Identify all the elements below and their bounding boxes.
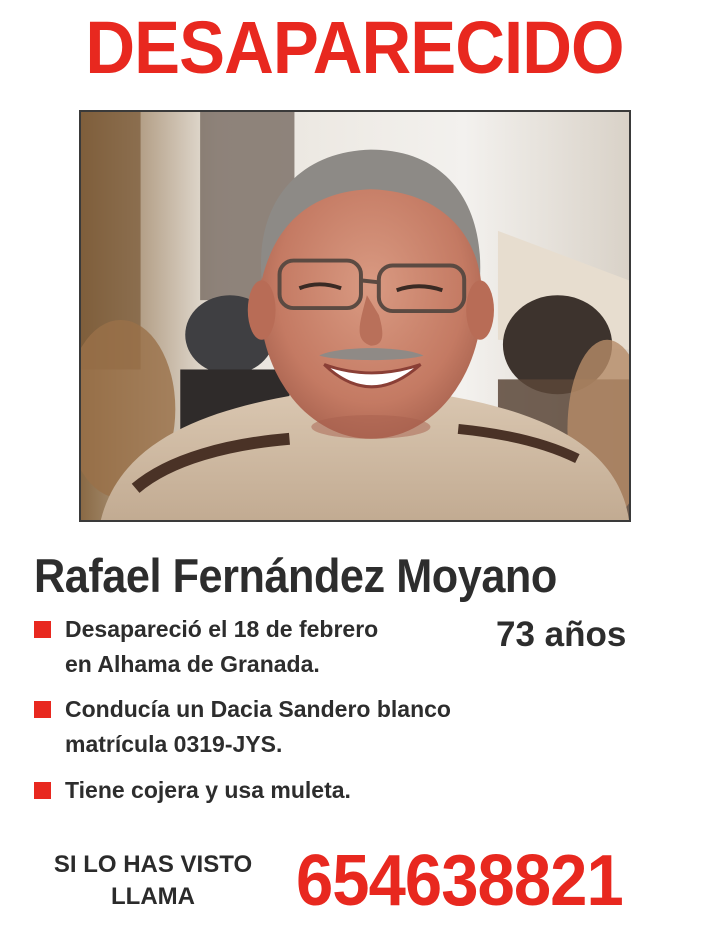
person-name: Rafael Fernández Moyano bbox=[34, 549, 557, 602]
fact-line: Tiene cojera y usa muleta. bbox=[65, 777, 351, 803]
square-bullet-icon bbox=[34, 782, 51, 799]
square-bullet-icon bbox=[34, 701, 51, 718]
cta-line-1: SI LO HAS VISTO bbox=[53, 851, 253, 878]
square-bullet-icon bbox=[34, 621, 51, 638]
fact-item-disappearance bbox=[34, 612, 378, 682]
fact-item-vehicle bbox=[34, 692, 451, 762]
phone-number[interactable]: 654638821 bbox=[296, 841, 623, 921]
headline: DESAPARECIDO bbox=[85, 6, 624, 89]
fact-line: matrícula 0319-JYS. bbox=[65, 731, 283, 757]
person-age: 73 años bbox=[496, 615, 627, 654]
fact-item-condition bbox=[34, 773, 351, 808]
fact-line: Desapareció el 18 de febrero bbox=[65, 616, 379, 642]
fact-line: Conducía un Dacia Sandero blanco bbox=[65, 696, 451, 722]
person-photo bbox=[79, 110, 631, 522]
cta-line-2: LLAMA bbox=[111, 883, 195, 910]
fact-line: en Alhama de Granada. bbox=[65, 651, 320, 677]
photo-illustration bbox=[81, 112, 629, 520]
call-to-action bbox=[22, 849, 284, 913]
